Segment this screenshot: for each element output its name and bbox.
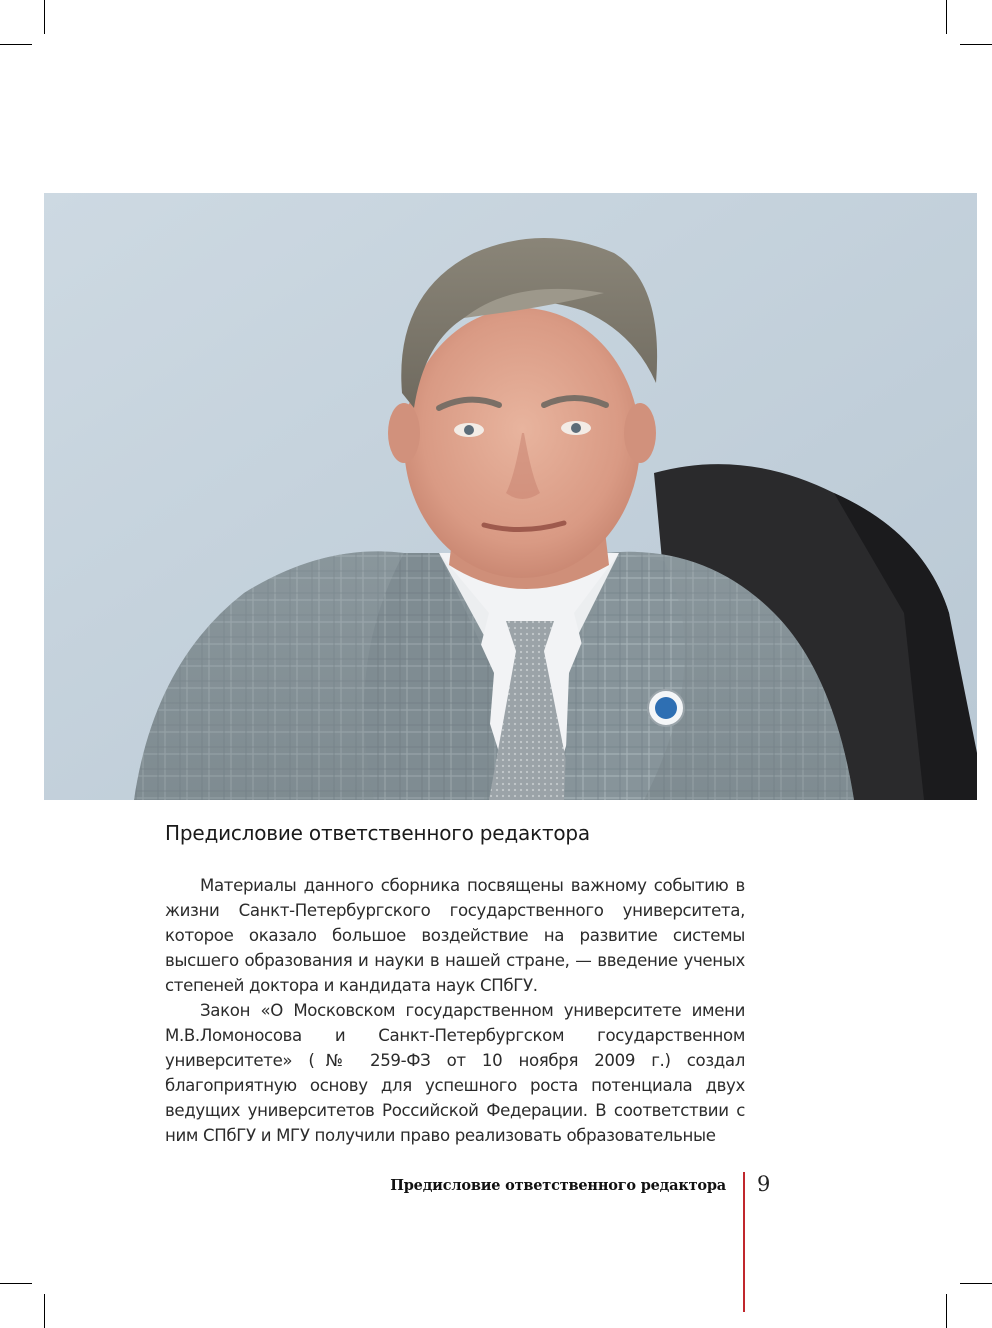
portrait-photo xyxy=(44,193,977,800)
paragraph: Закон «О Московском государственном университете имени М.В.Ломоносова и Санкт-Петербургском государственном университете» (№ 259-ФЗ от 10 ноября 2009 г.) создал благоприятную основу для успешного роста потенциала двух ведущих университетов Российской Федерации. В соответствии с ним СПбГУ и МГУ получили право реализовать образовательные xyxy=(165,1001,745,1145)
crop-mark-top-left-vertical xyxy=(44,0,45,34)
crop-mark-bottom-left-vertical xyxy=(44,1294,45,1328)
crop-mark-top-right-vertical xyxy=(946,0,947,34)
paragraph: Материалы данного сборника посвящены важному событию в жизни Санкт-Петербургского государственного университета, которое оказало большое воздействие на развитие системы высшего образования и науки в нашей стране, — введение ученых степеней доктора и кандидата наук СПбГУ. xyxy=(165,876,745,995)
portrait-illustration xyxy=(44,193,977,800)
page-number: 9 xyxy=(757,1172,771,1196)
crop-mark-top-right-horizontal xyxy=(960,44,992,45)
footer-divider-rule xyxy=(743,1172,745,1312)
running-head: Предисловие ответственного редактора xyxy=(390,1177,726,1194)
crop-mark-bottom-right-vertical xyxy=(946,1294,947,1328)
section-heading: Предисловие ответственного редактора xyxy=(165,821,590,845)
crop-mark-bottom-left-horizontal xyxy=(0,1283,32,1284)
crop-mark-top-left-horizontal xyxy=(0,44,32,45)
body-text xyxy=(165,873,745,1148)
crop-mark-bottom-right-horizontal xyxy=(960,1283,992,1284)
